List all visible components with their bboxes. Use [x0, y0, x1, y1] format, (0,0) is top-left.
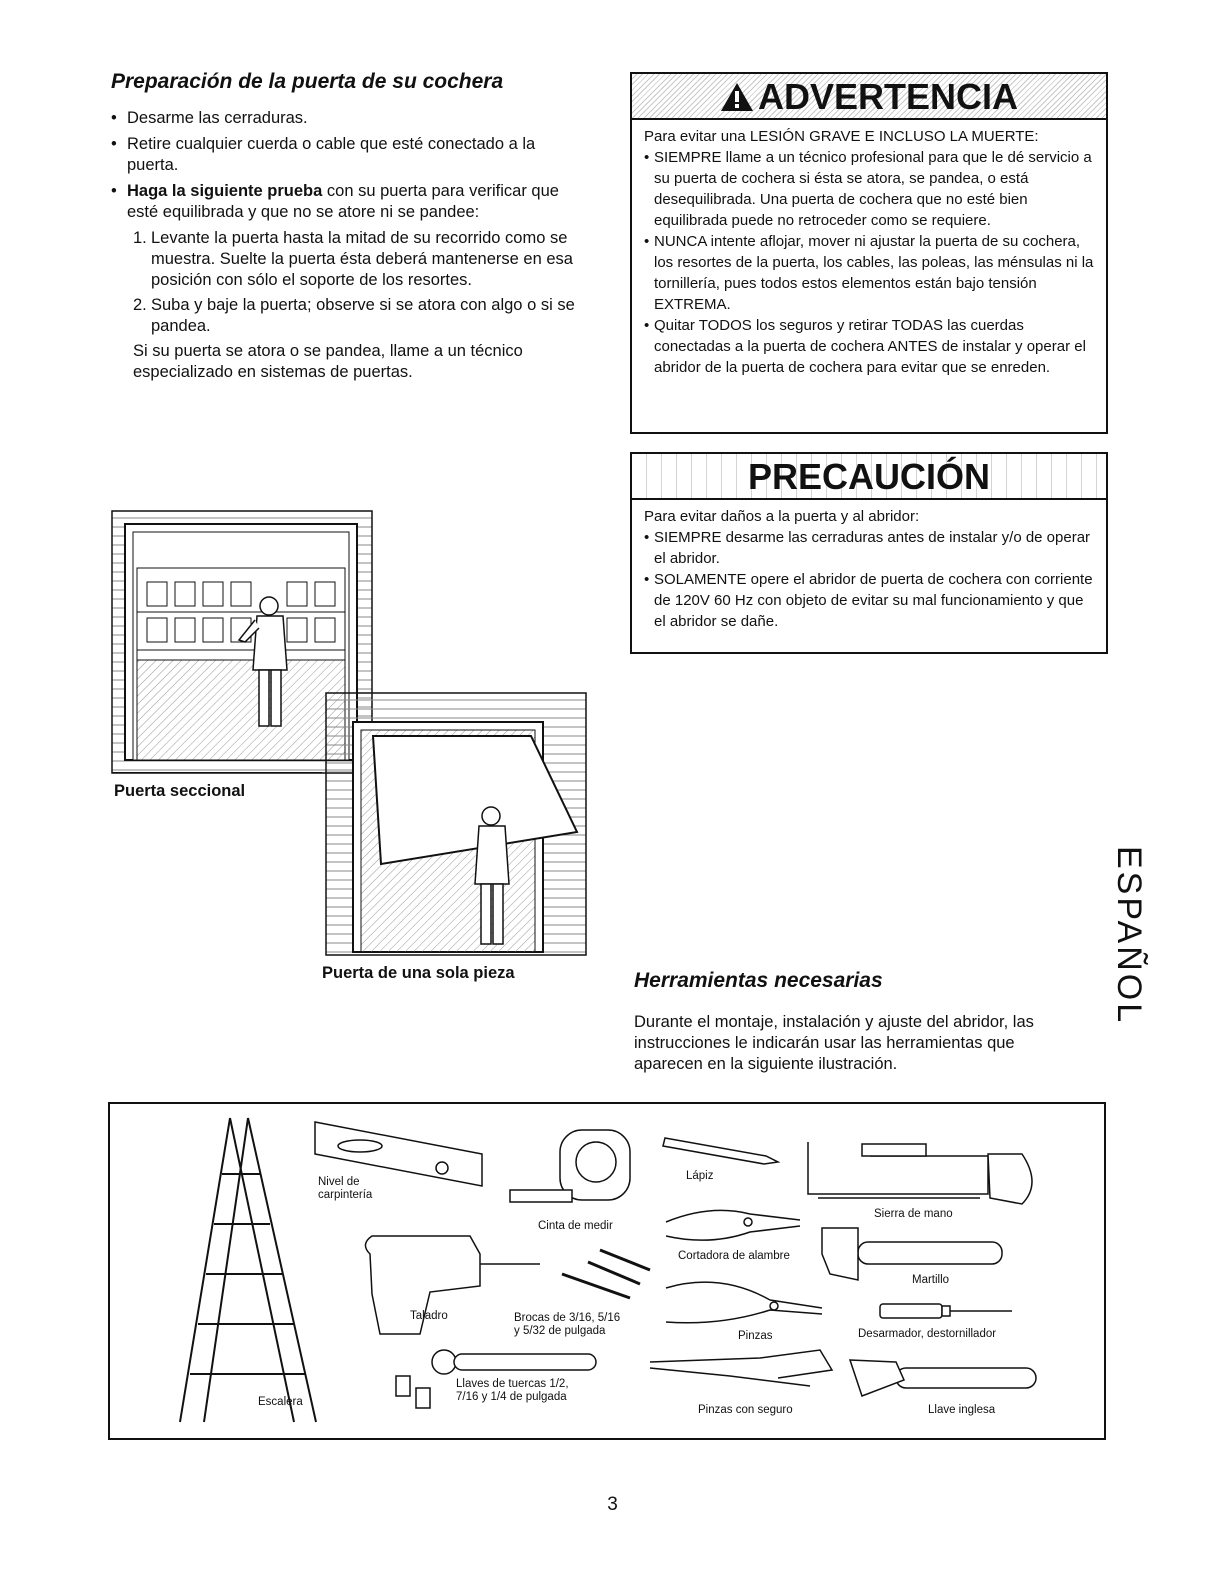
caution-intro: Para evitar daños a la puerta y al abridor:	[644, 508, 920, 525]
warning-bullet-3: • Quitar TODOS los seguros y retirar TODAS las cuerdas conectadas a la puerta de cochera ANTES de instalar y operar el abridor de la puerta de cochera para evitar que se enreden.	[644, 315, 1096, 378]
warning-bullet-1: • SIEMPRE llame a un técnico profesional para que le dé servicio a su puerta de cochera si ésta se atora, se pandea, o está desequilibrada. Una puerta de cochera que no esté bien equilibrada puede no retroceder como se requiere.	[644, 147, 1096, 231]
warning-triangle-icon	[720, 82, 754, 112]
label-pinzas-seguro: Pinzas con seguro	[698, 1404, 793, 1416]
caution-bullet-2: • SOLAMENTE opere el abridor de puerta de cochera con corriente de 120V 60 Hz con objeto de evitar su mal funcionamiento y que el abridor se dañe.	[644, 569, 1096, 632]
warning-header	[632, 74, 1106, 120]
label-cinta: Cinta de medir	[538, 1220, 613, 1232]
label-nivel-1: Nivel de	[318, 1176, 360, 1188]
prep-step-2: 2. Suba y baje la puerta; observe si se atora con algo o si se pandea.	[133, 296, 575, 335]
label-desarmador: Desarmador, destornillador	[858, 1328, 997, 1340]
label-llaves-1: Llaves de tuercas 1/2,	[456, 1378, 569, 1390]
wire-cutter-icon	[666, 1210, 800, 1240]
sectional-divider	[112, 772, 322, 773]
label-martillo: Martillo	[912, 1274, 950, 1286]
label-pinzas: Pinzas	[738, 1330, 773, 1342]
prep-closing: Si su puerta se atora o se pandea, llame a un técnico especializado en sistemas de puertas.	[133, 342, 523, 381]
pliers-icon	[666, 1282, 822, 1323]
page-number: 3	[607, 1494, 618, 1515]
label-llave-inglesa: Llave inglesa	[928, 1404, 996, 1416]
label-escalera: Escalera	[258, 1396, 303, 1408]
tools-drawing	[110, 1104, 1104, 1438]
label-brocas-1: Brocas de 3/16, 5/16	[514, 1312, 621, 1324]
hammer-icon	[822, 1228, 1002, 1280]
screwdriver-icon	[880, 1304, 1012, 1318]
adjustable-wrench-icon	[850, 1360, 1036, 1396]
tools-illustration-box	[108, 1102, 1106, 1440]
tools-intro: Durante el montaje, instalación y ajuste del abridor, las instrucciones le indicarán usar las herramientas que aparecen en la siguiente ilustración.	[634, 1013, 1034, 1073]
warning-title	[632, 76, 1106, 118]
prep-section	[111, 70, 591, 383]
prep-step-1-text: Levante la puerta hasta la mitad de su recorrido como se muestra. Suelte la puerta ésta deberá mantenerse en esa posición con sólo el soporte de los resortes.	[151, 229, 573, 289]
label-brocas-2: y 5/32 de pulgada	[514, 1325, 606, 1337]
label-llaves	[456, 1378, 569, 1404]
prep-step-2-text: Suba y baje la puerta; observe si se atora con algo o si se pandea.	[151, 296, 575, 335]
locking-pliers-icon	[650, 1350, 832, 1386]
warning-intro: Para evitar una LESIÓN GRAVE E INCLUSO LA MUERTE:	[644, 128, 1039, 145]
prep-bullet-3-text: con su puerta para verificar que esté equilibrada y que no se atore ni se pandee:	[127, 182, 559, 221]
side-language-label: ESPAÑOL	[1110, 846, 1148, 1026]
label-lapiz: Lápiz	[686, 1170, 714, 1182]
tape-measure-icon	[510, 1130, 630, 1202]
warning-bullet-2: • NUNCA intente aflojar, mover ni ajustar la puerta de su cochera, los resortes de la puerta, los cables, las poleas, las ménsulas ni la tornillería, pues todos estos elementos están bajo tensión EXTREMA.	[644, 231, 1096, 315]
prep-bullet-1: • Desarme las cerraduras.	[111, 108, 591, 129]
caption-one-piece: Puerta de una sola pieza	[322, 964, 515, 982]
ladder-icon	[180, 1118, 316, 1422]
label-nivel-2: carpintería	[318, 1189, 373, 1201]
prep-step-1: 1. Levante la puerta hasta la mitad de su recorrido como se muestra. Suelte la puerta ésta deberá mantenerse en esa posición con sólo el soporte de los resortes.	[133, 229, 573, 289]
prep-bullet-3-bold: Haga la siguiente prueba	[127, 182, 323, 200]
label-llaves-2: 7/16 y 1/4 de pulgada	[456, 1391, 567, 1403]
one-piece-door-illustration	[325, 692, 587, 956]
drill-bits-icon	[562, 1250, 650, 1298]
label-taladro: Taladro	[410, 1310, 448, 1322]
pencil-icon	[663, 1138, 778, 1164]
prep-bullet-3	[111, 181, 591, 223]
label-cortadora: Cortadora de alambre	[678, 1250, 790, 1262]
label-brocas	[514, 1312, 620, 1338]
hand-saw-icon	[808, 1142, 1032, 1204]
caution-header	[632, 454, 1106, 500]
prep-heading: Preparación de la puerta de su cochera	[111, 70, 504, 93]
label-sierra: Sierra de mano	[874, 1208, 953, 1220]
label-nivel	[318, 1176, 372, 1202]
warning-box	[630, 72, 1108, 434]
prep-bullet-2: • Retire cualquier cuerda o cable que esté conectado a la puerta.	[111, 134, 591, 176]
tools-heading: Herramientas necesarias	[634, 969, 883, 992]
caution-box	[630, 452, 1108, 654]
caution-bullet-1: • SIEMPRE desarme las cerraduras antes de instalar y/o de operar el abridor.	[644, 527, 1096, 569]
caution-title: PRECAUCIÓN	[747, 456, 990, 497]
caption-sectional: Puerta seccional	[114, 782, 246, 800]
warning-title-text: ADVERTENCIA	[757, 76, 1018, 117]
